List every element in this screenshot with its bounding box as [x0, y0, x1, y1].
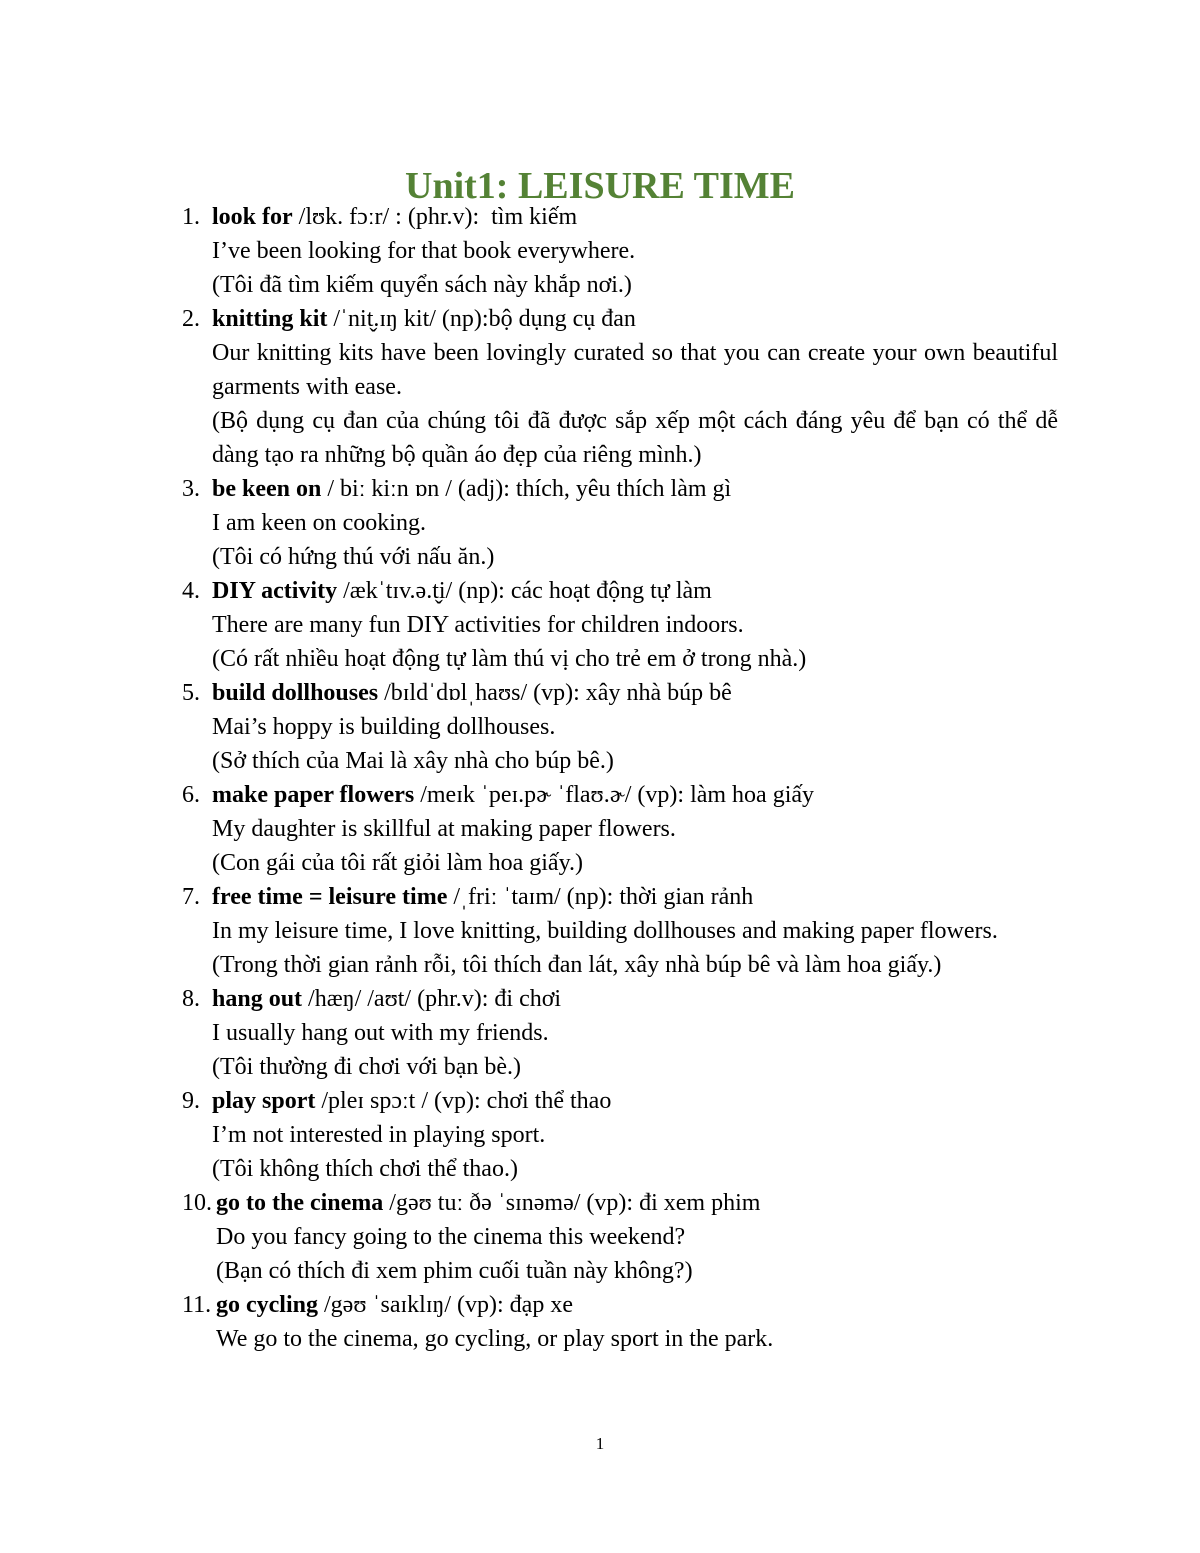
entry-number: 3.	[182, 476, 200, 502]
vocabulary-list	[182, 200, 1058, 1356]
entry-pronunciation: / biː kiːn ɒn / (adj):	[321, 476, 516, 502]
entry-term: play sport	[212, 1088, 316, 1114]
vocabulary-entry	[182, 982, 1058, 1084]
entry-example: Our knitting kits have been lovingly curated so that you can create your own beautiful garments with ease.	[212, 340, 1058, 400]
entry-example: My daughter is skillful at making paper flowers.	[212, 816, 676, 842]
entry-heading	[182, 1186, 1058, 1220]
entry-example: Mai’s hoppy is building dollhouses.	[212, 714, 556, 740]
entry-meaning: tìm kiếm	[485, 204, 578, 230]
entry-meaning: thời gian rảnh	[619, 884, 754, 910]
entry-translation: (Sở thích của Mai là xây nhà cho búp bê.)	[212, 748, 614, 774]
entry-meaning: đi xem phim	[639, 1190, 761, 1216]
entry-pronunciation: /ækˈtɪv.ə.t̬i/ (np):	[337, 578, 511, 604]
entry-translation: (Tôi thường đi chơi với bạn bè.)	[212, 1054, 522, 1080]
entry-example: I am keen on cooking.	[212, 510, 426, 536]
entry-pronunciation: /ˈnit̬.ɪŋ kit/ (np):	[327, 306, 489, 332]
entry-heading	[182, 778, 1058, 812]
entry-translation: (Tôi đã tìm kiếm quyển sách này khắp nơi.)	[212, 272, 632, 298]
entry-translation: (Có rất nhiều hoạt động tự làm thú vị cho trẻ em ở trong nhà.)	[212, 646, 807, 672]
vocabulary-entry	[182, 200, 1058, 302]
entry-meaning: chơi thể thao	[486, 1088, 612, 1114]
entry-heading	[182, 472, 1058, 506]
vocabulary-entry	[182, 574, 1058, 676]
entry-example: We go to the cinema, go cycling, or play sport in the park.	[216, 1326, 774, 1352]
entry-number: 8.	[182, 986, 200, 1012]
entry-example: Do you fancy going to the cinema this weekend?	[216, 1224, 686, 1250]
entry-heading	[182, 302, 1058, 336]
entry-term: DIY activity	[212, 578, 338, 604]
entry-pronunciation: /gəʊ ˈsaɪklɪŋ/ (vp):	[318, 1292, 510, 1318]
entry-meaning: đạp xe	[509, 1292, 573, 1318]
vocabulary-entry	[182, 778, 1058, 880]
entry-heading	[182, 1288, 1058, 1322]
entry-translation: (Tôi có hứng thú với nấu ăn.)	[212, 544, 495, 570]
entry-pronunciation: /hæŋ/ /aʊt/ (phr.v):	[302, 986, 495, 1012]
entry-number: 9.	[182, 1088, 200, 1114]
entry-translation: (Bộ dụng cụ đan của chúng tôi đã được sắp xếp một cách đáng yêu để bạn có thể dễ dàng tạo ra những bộ quần áo đẹp của riêng mình.)	[212, 408, 1058, 468]
entry-term: free time = leisure time	[212, 884, 448, 910]
entry-pronunciation: /gəʊ tuː ðə ˈsɪnəmə/ (vp):	[383, 1190, 640, 1216]
entry-translation: (Tôi không thích chơi thể thao.)	[212, 1156, 518, 1182]
entry-heading	[182, 574, 1058, 608]
entry-meaning: thích, yêu thích làm gì	[515, 476, 732, 502]
entry-pronunciation: /lʊk. fɔːr/ : (phr.v):	[292, 204, 486, 230]
entry-number: 7.	[182, 884, 200, 910]
vocabulary-entry	[182, 1186, 1058, 1288]
vocabulary-entry	[182, 1288, 1058, 1356]
entry-heading	[182, 676, 1058, 710]
entry-example: I’ve been looking for that book everywhere.	[212, 238, 636, 264]
entry-number: 2.	[182, 306, 200, 332]
entry-number: 6.	[182, 782, 200, 808]
entry-meaning: đi chơi	[494, 986, 562, 1012]
vocabulary-entry	[182, 302, 1058, 472]
entry-translation: (Bạn có thích đi xem phim cuối tuần này không?)	[216, 1258, 693, 1284]
entry-meaning: xây nhà búp bê	[585, 680, 732, 706]
entry-heading	[182, 1084, 1058, 1118]
entry-term: look for	[212, 204, 293, 230]
entry-number: 5.	[182, 680, 200, 706]
page-title: Unit1: LEISURE TIME	[405, 165, 795, 208]
entry-meaning: các hoạt động tự làm	[510, 578, 712, 604]
entry-example: I usually hang out with my friends.	[212, 1020, 549, 1046]
entry-translation: (Trong thời gian rảnh rỗi, tôi thích đan lát, xây nhà búp bê và làm hoa giấy.)	[212, 952, 942, 978]
entry-term: go to the cinema	[216, 1190, 384, 1216]
entry-meaning: làm hoa giấy	[690, 782, 815, 808]
vocabulary-entry	[182, 1084, 1058, 1186]
entry-number: 10.	[182, 1190, 212, 1216]
vocabulary-entry	[182, 880, 1058, 982]
vocabulary-entry	[182, 472, 1058, 574]
entry-term: go cycling	[216, 1292, 318, 1318]
entry-term: make paper flowers	[212, 782, 415, 808]
entry-example: There are many fun DIY activities for children indoors.	[212, 612, 744, 638]
entry-term: build dollhouses	[212, 680, 379, 706]
entry-term: be keen on	[212, 476, 322, 502]
entry-example: In my leisure time, I love knitting, building dollhouses and making paper flowers.	[212, 918, 998, 944]
vocabulary-entry	[182, 676, 1058, 778]
entry-heading	[182, 982, 1058, 1016]
entry-pronunciation: /bɪldˈdɒlˌhaʊs/ (vp):	[378, 680, 586, 706]
page-number: 1	[595, 1434, 605, 1453]
entry-heading	[182, 880, 1058, 914]
entry-translation: (Con gái của tôi rất giỏi làm hoa giấy.)	[212, 850, 584, 876]
entry-heading	[182, 200, 1058, 234]
entry-pronunciation: /pleɪ spɔːt / (vp):	[315, 1088, 487, 1114]
entry-number: 4.	[182, 578, 200, 604]
entry-meaning: bộ dụng cụ đan	[488, 306, 636, 332]
entry-term: hang out	[212, 986, 303, 1012]
entry-term: knitting kit	[212, 306, 328, 332]
entry-pronunciation: /meɪk ˈpeɪ.pɚ ˈflaʊ.ɚ/ (vp):	[414, 782, 691, 808]
entry-number: 11.	[182, 1292, 212, 1318]
entry-number: 1.	[182, 204, 200, 230]
entry-example: I’m not interested in playing sport.	[212, 1122, 546, 1148]
entry-pronunciation: /ˌfriː ˈtaɪm/ (np):	[447, 884, 620, 910]
